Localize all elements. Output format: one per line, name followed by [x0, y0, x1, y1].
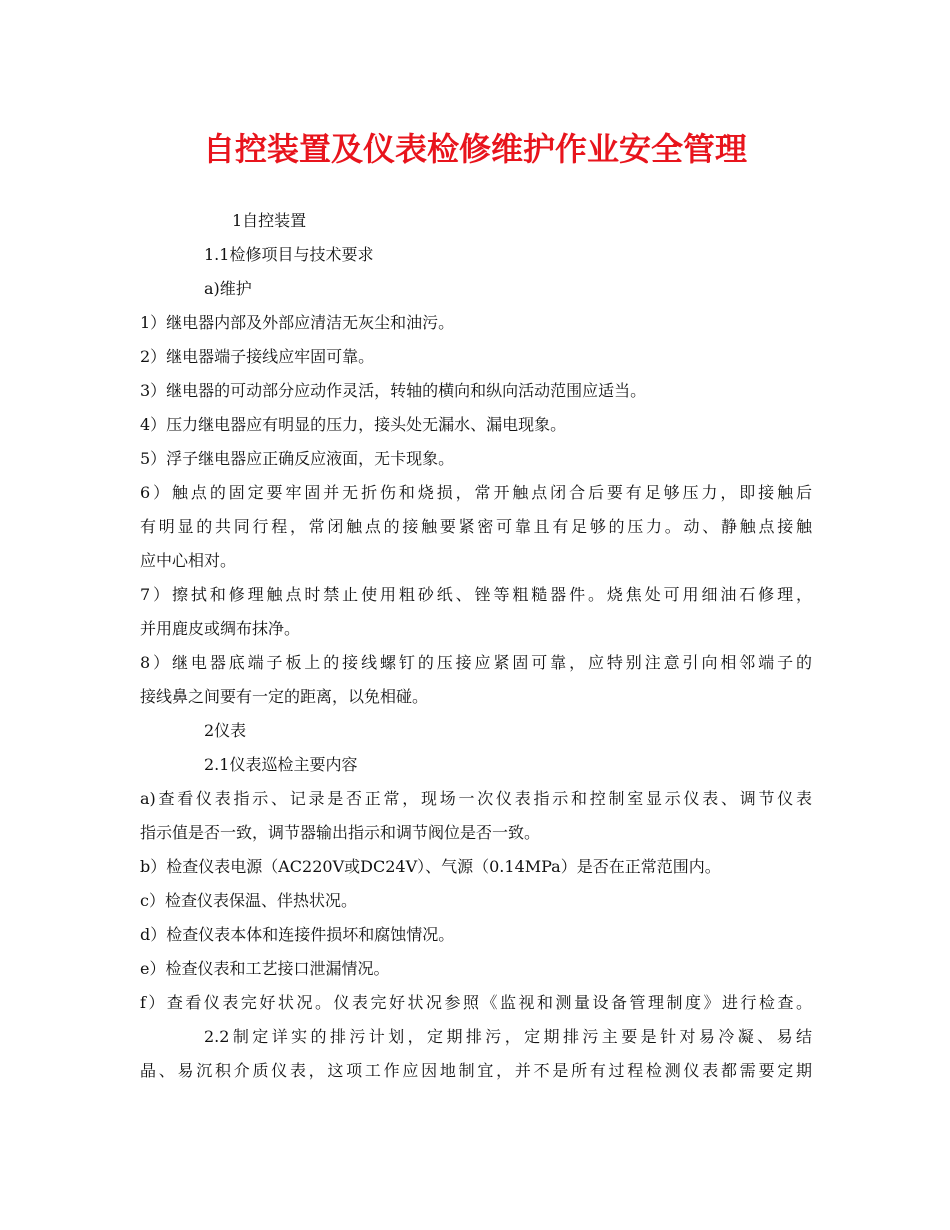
- paragraph-line: f）查看仪表完好状况。仪表完好状况参照《监视和测量设备管理制度》进行检查。: [140, 993, 812, 1012]
- item-heading-maintenance: a)维护: [204, 279, 252, 298]
- paragraph-line: b）检查仪表电源（AC220V或DC24V）、气源（0.14MPa）是否在正常范围内。: [140, 857, 721, 876]
- subsection-heading-2-1: 2.1仪表巡检主要内容: [204, 755, 358, 774]
- paragraph-line: a)查看仪表指示、记录是否正常，现场一次仪表指示和控制室显示仪表、调节仪表: [140, 789, 812, 808]
- paragraph-line: d）检查仪表本体和连接件损坏和腐蚀情况。: [140, 925, 455, 944]
- paragraph-line: 1）继电器内部及外部应清洁无灰尘和油污。: [140, 313, 455, 332]
- paragraph-line: e）检查仪表和工艺接口泄漏情况。: [140, 959, 390, 978]
- paragraph-line: 2）继电器端子接线应牢固可靠。: [140, 347, 375, 366]
- paragraph-line: 指示值是否一致，调节器输出指示和调节阀位是否一致。: [140, 823, 541, 842]
- paragraph-line: 6）触点的固定要牢固并无折伤和烧损，常开触点闭合后要有足够压力，即接触后: [140, 483, 812, 502]
- paragraph-line: c）检查仪表保温、伴热状况。: [140, 891, 357, 910]
- paragraph-line: 应中心相对。: [140, 551, 237, 570]
- paragraph-line: 7）擦拭和修理触点时禁止使用粗砂纸、锉等粗糙器件。烧焦处可用细油石修理，: [140, 585, 812, 604]
- paragraph-line: 并用鹿皮或绸布抹净。: [140, 619, 301, 638]
- paragraph-line: 8）继电器底端子板上的接线螺钉的压接应紧固可靠，应特别注意引向相邻端子的: [140, 653, 812, 672]
- section-heading-1: 1自控装置: [232, 211, 307, 230]
- paragraph-line: 晶、易沉积介质仪表，这项工作应因地制宜，并不是所有过程检测仪表都需要定期: [140, 1061, 812, 1080]
- paragraph-line: 5）浮子继电器应正确反应液面，无卡现象。: [140, 449, 455, 468]
- paragraph-line: 有明显的共同行程，常闭触点的接触要紧密可靠且有足够的压力。动、静触点接触: [140, 517, 812, 536]
- paragraph-line: 2.2制定详实的排污计划，定期排污，定期排污主要是针对易冷凝、易结: [204, 1027, 812, 1046]
- subsection-heading-1-1: 1.1检修项目与技术要求: [204, 245, 374, 264]
- section-heading-2: 2仪表: [204, 721, 247, 740]
- document-body: [140, 204, 812, 1088]
- document-title: 自控装置及仪表检修维护作业安全管理: [202, 130, 747, 168]
- paragraph-line: 4）压力继电器应有明显的压力，接头处无漏水、漏电现象。: [140, 415, 567, 434]
- paragraph-line: 3）继电器的可动部分应动作灵活，转轴的横向和纵向活动范围应适当。: [140, 381, 647, 400]
- paragraph-line: 接线鼻之间要有一定的距离，以免相碰。: [140, 687, 429, 706]
